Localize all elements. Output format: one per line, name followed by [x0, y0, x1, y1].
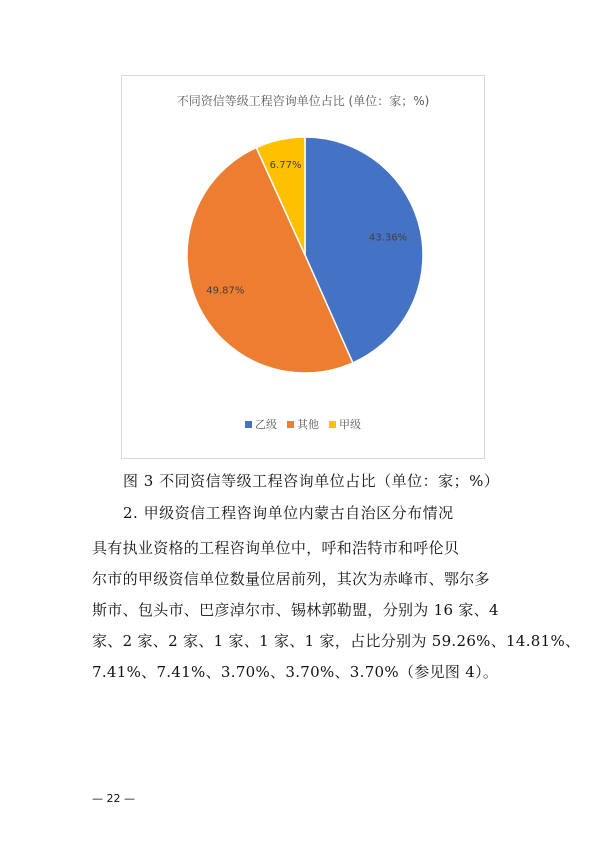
chart-title: 不同资信等级工程咨询单位占比 (单位：家；%) — [176, 94, 430, 108]
pie-slice-label-0: 43.36% — [369, 232, 408, 244]
pie-slice-label-2: 6.77% — [269, 160, 302, 172]
paragraph-line: 7.41%、7.41%、3.70%、3.70%、3.70%（参见图 4）。 — [92, 663, 499, 681]
pie-chart-panel — [121, 75, 485, 459]
pie-chart — [122, 76, 484, 458]
pie-slice-label-1: 49.87% — [206, 285, 245, 297]
legend-label-jia: 甲级 — [339, 418, 361, 431]
legend-swatch-yi — [245, 421, 252, 428]
section-subheading: 2. 甲级资信工程咨询单位内蒙古自治区分布情况 — [123, 504, 454, 522]
paragraph-line: 家、2 家、2 家、1 家、1 家、1 家，占比分别为 59.26%、14.81%、 — [92, 632, 581, 650]
paragraph-line: 尔市的甲级资信单位数量位居前列，其次为赤峰市、鄂尔多 — [92, 570, 490, 588]
paragraph-line: 斯市、包头市、巴彦淖尔市、锡林郭勒盟，分别为 16 家、4 — [92, 601, 499, 619]
page-number: — 22 — — [92, 792, 135, 805]
legend-label-other: 其他 — [297, 418, 319, 431]
legend-swatch-other — [287, 421, 294, 428]
legend-item-jia — [329, 416, 361, 432]
chart-legend — [122, 416, 484, 432]
figure-caption: 图 3 不同资信等级工程咨询单位占比（单位：家；%） — [123, 472, 500, 490]
body-paragraph — [92, 533, 581, 688]
legend-item-yi — [245, 416, 277, 432]
legend-item-other — [287, 416, 319, 432]
paragraph-line: 具有执业资格的工程咨询单位中，呼和浩特市和呼伦贝 — [92, 539, 460, 557]
legend-label-yi: 乙级 — [255, 418, 277, 431]
legend-swatch-jia — [329, 421, 336, 428]
